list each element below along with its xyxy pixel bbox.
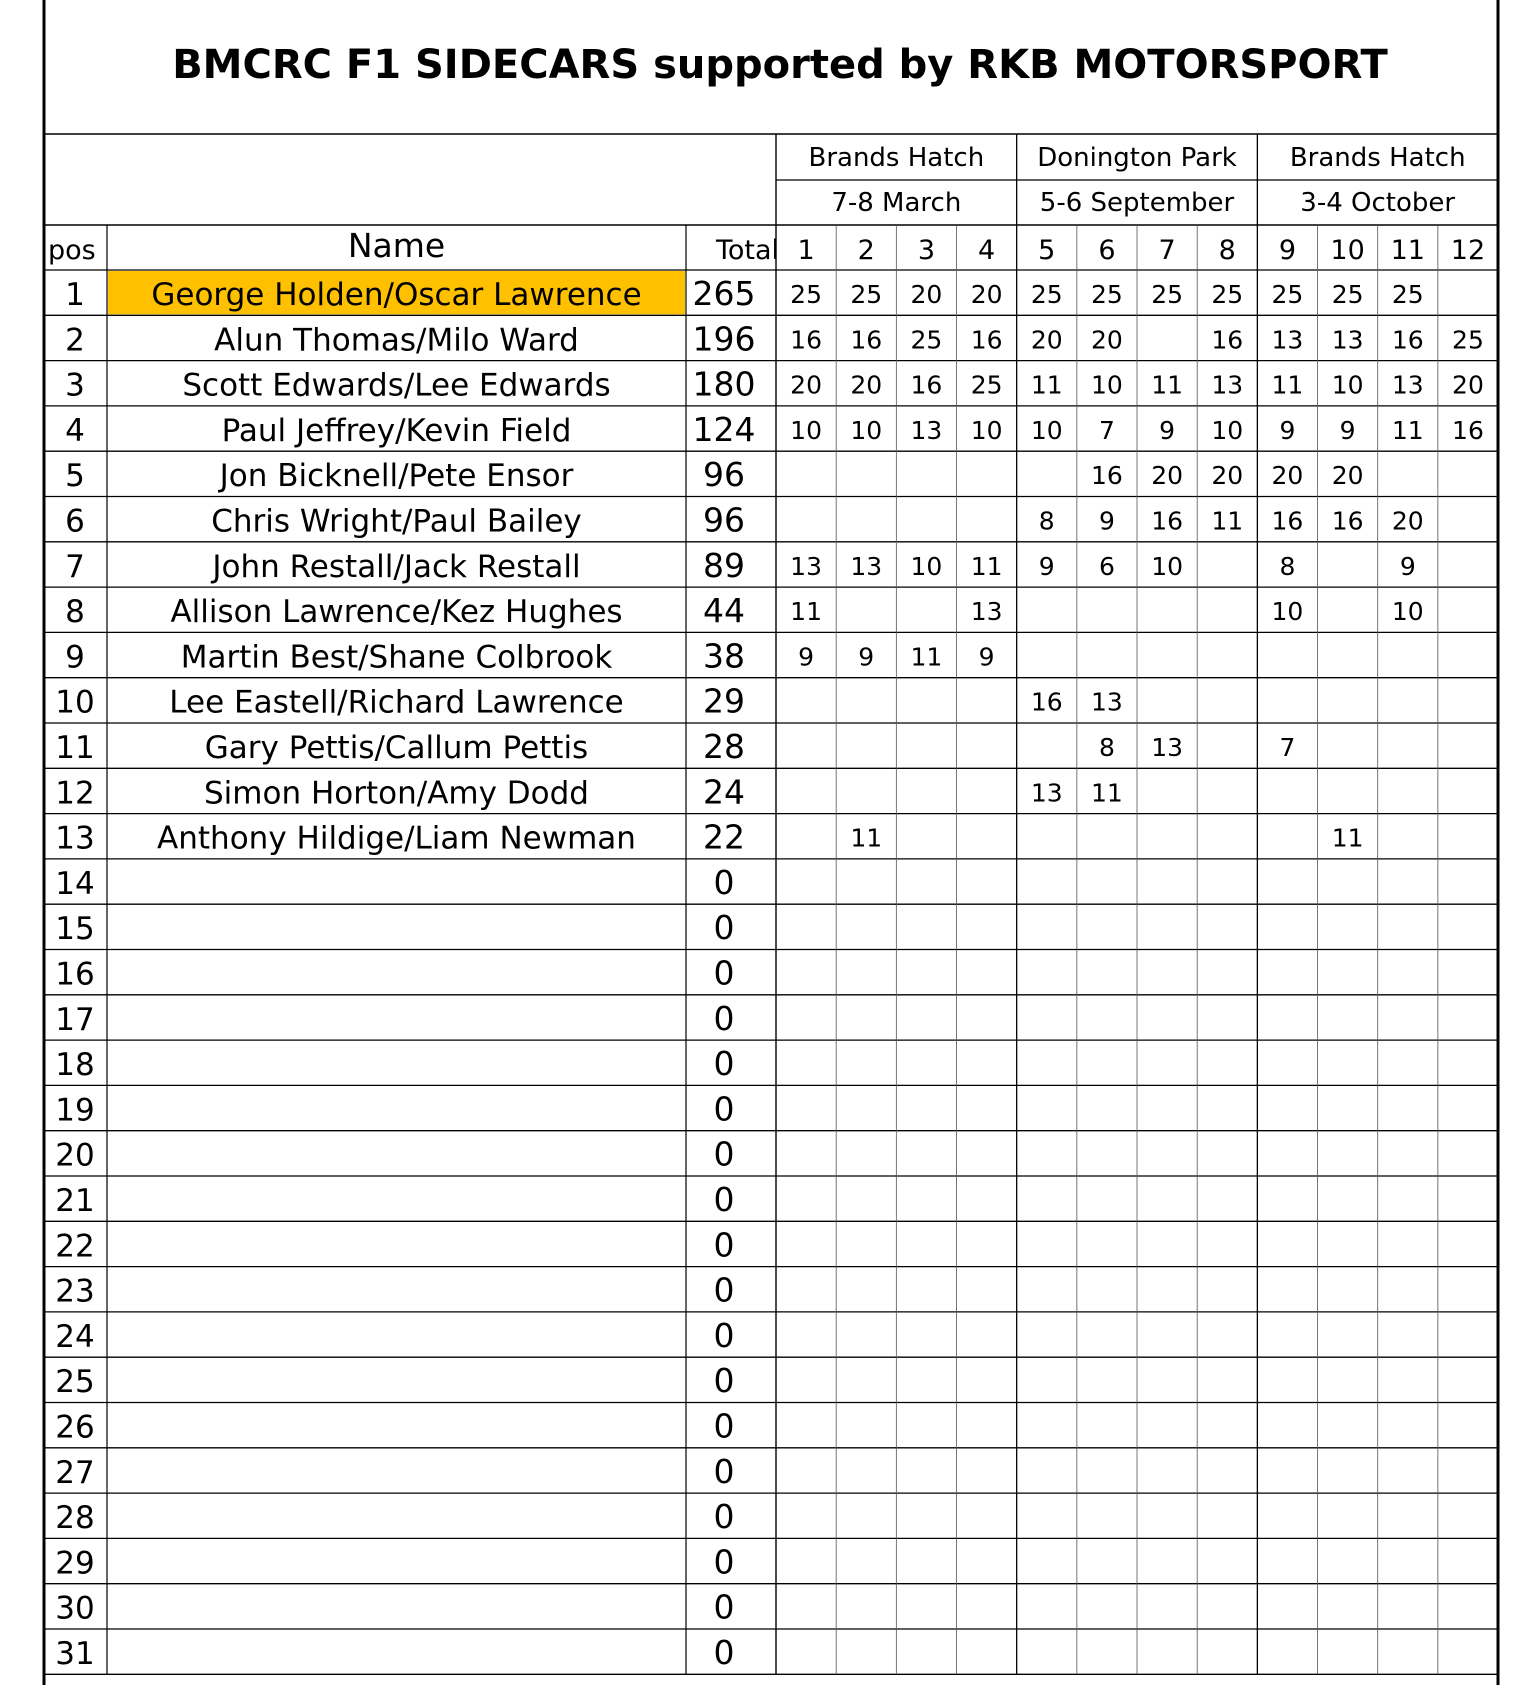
cell-points: 10 — [850, 415, 883, 445]
round-dates: 7-8 March — [831, 188, 962, 218]
cell-points: 10 — [1151, 551, 1184, 581]
cell-points: 25 — [1030, 280, 1063, 309]
cell-total: 0 — [713, 1225, 735, 1265]
cell-pos: 10 — [55, 684, 95, 721]
header-race-2: 2 — [857, 235, 875, 266]
cell-total: 24 — [703, 772, 745, 812]
cell-points: 10 — [1271, 597, 1304, 627]
cell-points: 10 — [1391, 597, 1424, 627]
cell-total: 29 — [703, 681, 745, 721]
cell-name: Martin Best/Shane Colbrook — [180, 639, 613, 676]
cell-pos: 29 — [55, 1545, 95, 1582]
cell-points: 25 — [1452, 325, 1484, 355]
cell-pos: 6 — [65, 503, 85, 540]
cell-pos: 9 — [65, 639, 85, 676]
sheet-title: BMCRC F1 SIDECARS supported by RKB MOTORSPORT — [172, 42, 1388, 88]
cell-name: Paul Jeffrey/Kevin Field — [221, 412, 572, 449]
cell-points: 11 — [1331, 823, 1364, 853]
cell-points: 16 — [790, 325, 822, 355]
cell-name: Alun Thomas/Milo Ward — [214, 322, 579, 359]
cell-points: 9 — [978, 642, 995, 672]
cell-total: 22 — [703, 817, 745, 857]
cell-points: 11 — [850, 823, 883, 853]
cell-points: 10 — [790, 415, 822, 445]
cell-points: 20 — [1391, 506, 1424, 536]
cell-points: 16 — [1151, 506, 1184, 536]
cell-total: 0 — [713, 1134, 735, 1174]
cell-points: 13 — [1151, 733, 1184, 762]
cell-pos: 31 — [55, 1636, 95, 1672]
cell-name: John Restall/Jack Restall — [212, 548, 581, 585]
cell-points: 13 — [970, 597, 1003, 627]
cell-pos: 19 — [55, 1092, 95, 1129]
cell-points: 11 — [1391, 415, 1424, 445]
cell-total: 0 — [713, 1180, 735, 1219]
round-venue: Brands Hatch — [1289, 143, 1466, 173]
cell-name: George Holden/Oscar Lawrence — [151, 277, 642, 313]
cell-points: 25 — [970, 370, 1003, 400]
cell-points: 11 — [1211, 506, 1244, 536]
header-race-7: 7 — [1158, 235, 1176, 266]
cell-points: 16 — [1331, 506, 1364, 536]
cell-total: 265 — [692, 274, 756, 313]
cell-points: 20 — [1452, 370, 1484, 400]
cell-pos: 13 — [55, 820, 95, 857]
cell-points: 25 — [1391, 280, 1424, 309]
cell-total: 0 — [713, 1451, 735, 1491]
cell-name: Jon Bicknell/Pete Ensor — [219, 458, 574, 495]
cell-points: 11 — [1091, 778, 1123, 808]
header-race-8: 8 — [1218, 235, 1236, 266]
header-name: Name — [347, 226, 446, 265]
cell-pos: 4 — [65, 412, 85, 449]
cell-points: 9 — [858, 642, 875, 672]
cell-pos: 7 — [65, 548, 85, 585]
cell-points: 25 — [1151, 280, 1184, 309]
cell-pos: 2 — [65, 322, 85, 359]
cell-name: Anthony Hildige/Liam Newman — [157, 820, 636, 857]
cell-pos: 14 — [55, 865, 95, 902]
cell-points: 10 — [1211, 415, 1244, 445]
cell-pos: 12 — [55, 775, 95, 812]
cell-points: 7 — [1279, 733, 1296, 762]
header-total: Total — [716, 235, 780, 266]
cell-pos: 25 — [55, 1364, 95, 1401]
cell-points: 11 — [1030, 370, 1063, 400]
cell-points: 13 — [850, 551, 883, 581]
header-race-4: 4 — [978, 235, 996, 266]
cell-points: 13 — [910, 415, 943, 445]
cell-points: 25 — [1331, 280, 1364, 309]
header-race-12: 12 — [1450, 235, 1486, 266]
header-race-3: 3 — [917, 235, 936, 266]
header-pos: pos — [48, 235, 96, 266]
cell-points: 25 — [1211, 280, 1244, 309]
cell-total: 89 — [703, 545, 745, 585]
cell-total: 0 — [713, 998, 735, 1038]
cell-total: 196 — [692, 319, 756, 359]
cell-name: Scott Edwards/Lee Edwards — [182, 367, 611, 404]
cell-pos: 8 — [65, 594, 85, 631]
cell-points: 10 — [970, 415, 1003, 445]
cell-points: 13 — [1271, 325, 1304, 355]
cell-pos: 26 — [55, 1409, 95, 1446]
cell-pos: 22 — [55, 1228, 95, 1265]
cell-name: Lee Eastell/Richard Lawrence — [169, 684, 624, 721]
cell-name: Simon Horton/Amy Dodd — [204, 775, 589, 812]
cell-points: 16 — [1452, 415, 1484, 445]
cell-total: 0 — [713, 862, 735, 902]
cell-points: 20 — [1331, 461, 1364, 491]
cell-points: 8 — [1038, 506, 1055, 536]
cell-points: 20 — [1091, 325, 1123, 355]
cell-points: 25 — [790, 280, 822, 309]
cell-points: 8 — [1279, 551, 1296, 581]
cell-pos: 1 — [65, 277, 85, 313]
cell-points: 11 — [1271, 370, 1304, 400]
cell-points: 25 — [910, 325, 943, 355]
cell-pos: 28 — [55, 1500, 95, 1537]
cell-points: 16 — [910, 370, 943, 400]
cell-total: 0 — [713, 1270, 735, 1310]
cell-points: 25 — [850, 280, 883, 309]
cell-points: 20 — [1151, 461, 1184, 491]
cell-points: 9 — [1339, 415, 1356, 445]
cell-points: 20 — [970, 280, 1003, 309]
cell-points: 8 — [1098, 733, 1115, 762]
cell-name: Allison Lawrence/Kez Hughes — [170, 594, 623, 631]
cell-total: 0 — [713, 953, 735, 993]
cell-pos: 3 — [65, 367, 85, 404]
cell-points: 7 — [1098, 415, 1115, 445]
cell-total: 0 — [713, 908, 735, 948]
header-race-11: 11 — [1390, 235, 1425, 266]
cell-pos: 24 — [55, 1318, 95, 1355]
cell-pos: 5 — [65, 458, 85, 495]
cell-points: 16 — [850, 325, 883, 355]
cell-pos: 18 — [55, 1047, 95, 1084]
cell-points: 9 — [1399, 551, 1416, 581]
cell-pos: 27 — [55, 1454, 95, 1491]
cell-pos: 16 — [55, 956, 95, 993]
cell-points: 16 — [1091, 461, 1123, 491]
cell-pos: 30 — [55, 1590, 95, 1627]
cell-points: 13 — [1091, 687, 1123, 717]
cell-points: 13 — [1331, 325, 1364, 355]
cell-name: Chris Wright/Paul Bailey — [211, 503, 582, 540]
round-dates: 5-6 September — [1039, 188, 1235, 218]
cell-points: 20 — [910, 280, 943, 309]
cell-points: 13 — [1030, 778, 1063, 808]
round-venue: Donington Park — [1037, 143, 1237, 173]
header-race-9: 9 — [1278, 235, 1297, 266]
cell-points: 11 — [790, 597, 822, 627]
cell-points: 11 — [910, 642, 943, 672]
cell-total: 0 — [713, 1497, 735, 1537]
cell-points: 9 — [1159, 415, 1176, 445]
cell-total: 0 — [713, 1361, 735, 1401]
cell-pos: 17 — [55, 1001, 95, 1038]
cell-points: 10 — [1030, 415, 1063, 445]
cell-pos: 20 — [55, 1137, 95, 1174]
cell-total: 0 — [713, 1542, 735, 1582]
cell-total: 28 — [703, 727, 745, 766]
header-race-6: 6 — [1098, 235, 1116, 266]
cell-pos: 21 — [55, 1183, 95, 1219]
cell-points: 11 — [1151, 370, 1184, 400]
cell-points: 20 — [790, 370, 822, 400]
cell-points: 9 — [1038, 551, 1055, 581]
cell-total: 0 — [713, 1044, 735, 1084]
header-race-1: 1 — [797, 235, 815, 266]
cell-points: 16 — [1030, 687, 1063, 717]
cell-points: 11 — [970, 551, 1003, 581]
cell-points: 16 — [1271, 506, 1304, 536]
cell-points: 9 — [798, 642, 815, 672]
cell-points: 13 — [1211, 370, 1244, 400]
cell-points: 20 — [1211, 461, 1244, 491]
round-venue: Brands Hatch — [808, 143, 985, 173]
cell-points: 16 — [1211, 325, 1244, 355]
cell-points: 10 — [1091, 370, 1123, 400]
cell-pos: 23 — [55, 1273, 95, 1310]
cell-pos: 11 — [55, 730, 95, 766]
cell-name: Gary Pettis/Callum Pettis — [204, 730, 589, 766]
cell-points: 10 — [1331, 370, 1364, 400]
cell-points: 9 — [1279, 415, 1296, 445]
cell-points: 16 — [1391, 325, 1424, 355]
cell-total: 38 — [703, 636, 745, 676]
cell-total: 0 — [713, 1633, 735, 1672]
cell-total: 0 — [713, 1315, 735, 1355]
cell-points: 20 — [1030, 325, 1063, 355]
cell-total: 124 — [692, 409, 756, 449]
cell-total: 180 — [692, 364, 756, 404]
cell-points: 13 — [790, 551, 822, 581]
cell-total: 44 — [703, 591, 745, 631]
cell-points: 10 — [910, 551, 943, 581]
cell-total: 0 — [713, 1587, 735, 1627]
header-race-10: 10 — [1330, 235, 1365, 266]
cell-pos: 15 — [55, 911, 95, 948]
cell-points: 20 — [1271, 461, 1304, 491]
cell-total: 0 — [713, 1406, 735, 1446]
cell-total: 0 — [713, 1089, 735, 1129]
cell-points: 20 — [850, 370, 883, 400]
round-dates: 3-4 October — [1300, 188, 1456, 218]
cell-points: 25 — [1091, 280, 1123, 309]
cell-points: 16 — [970, 325, 1003, 355]
cell-points: 9 — [1098, 506, 1115, 536]
cell-points: 25 — [1271, 280, 1304, 309]
header-race-5: 5 — [1038, 235, 1056, 266]
cell-points: 6 — [1098, 551, 1115, 581]
cell-total: 96 — [703, 500, 745, 540]
cell-points: 13 — [1391, 370, 1424, 400]
cell-total: 96 — [703, 455, 745, 495]
